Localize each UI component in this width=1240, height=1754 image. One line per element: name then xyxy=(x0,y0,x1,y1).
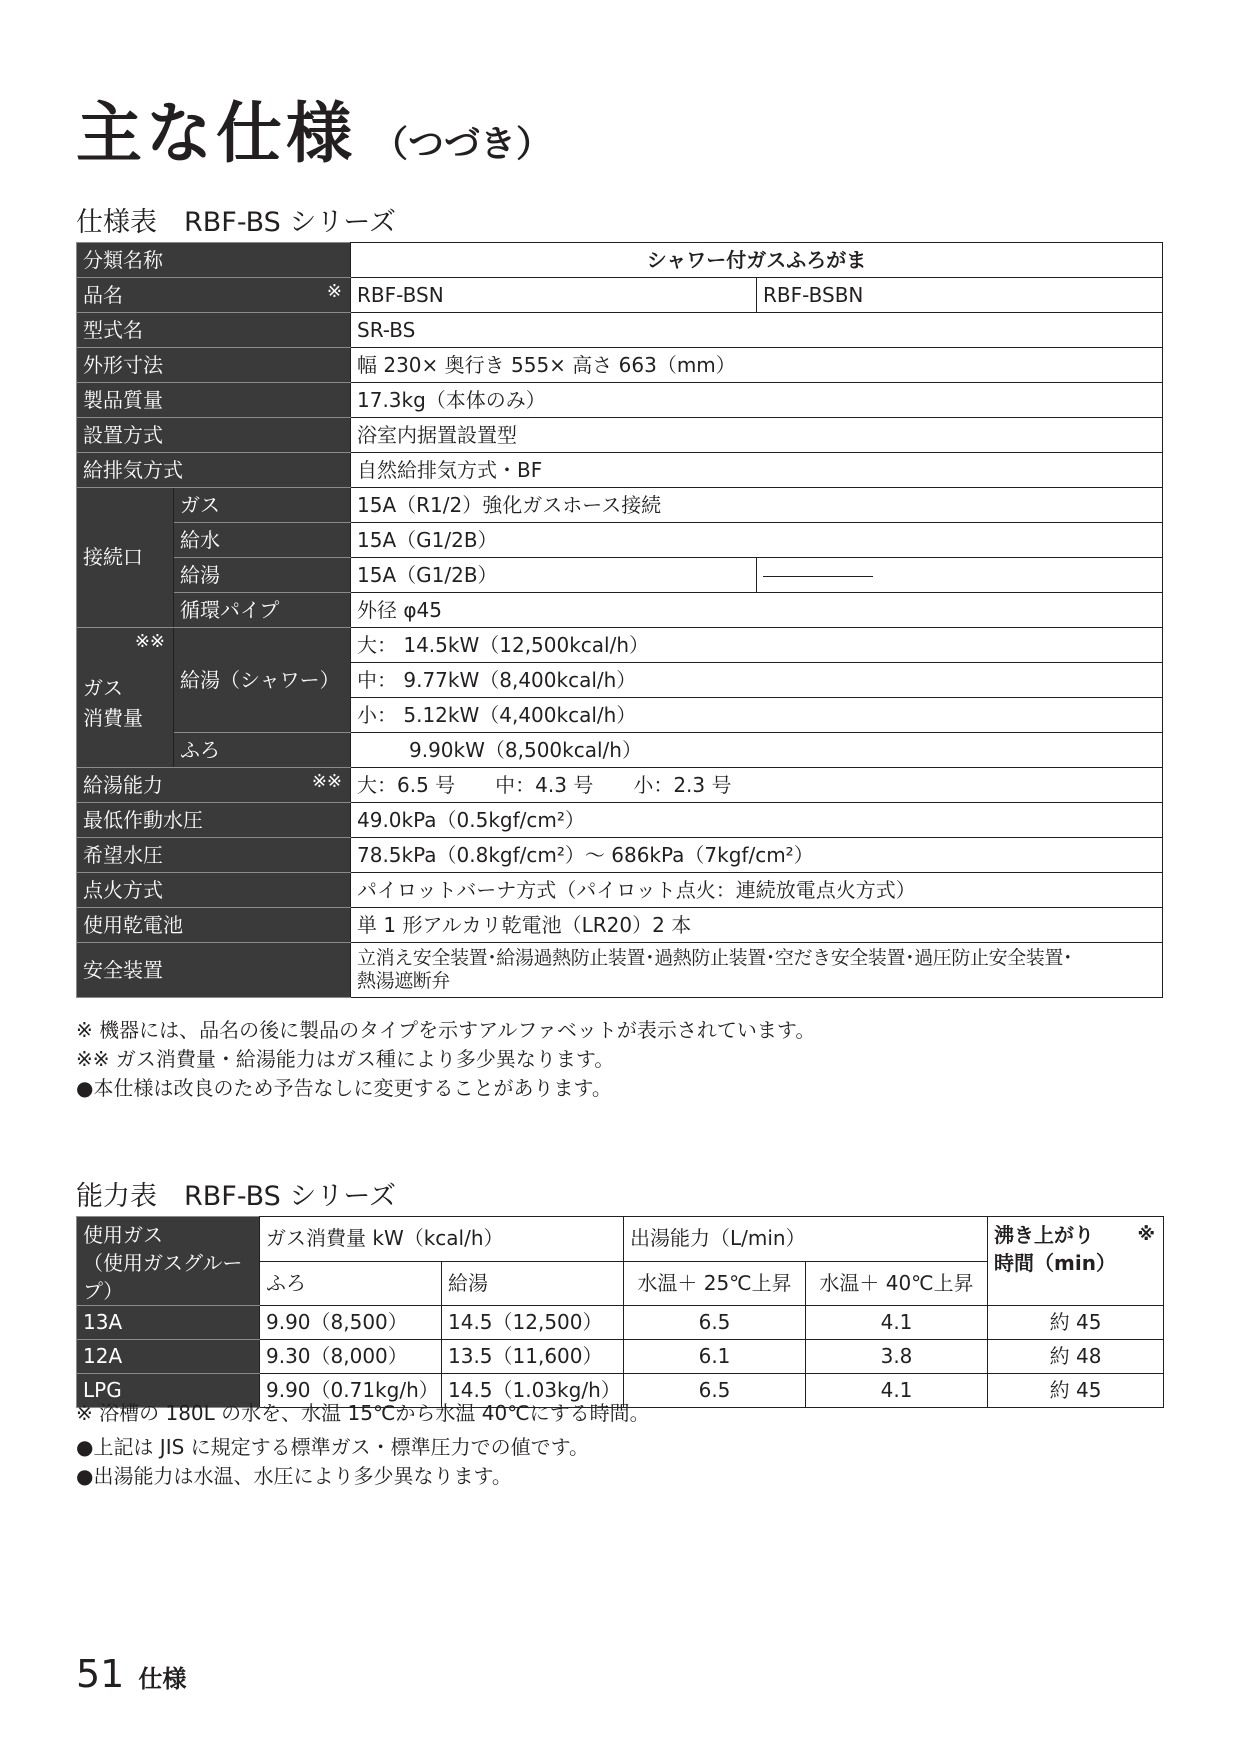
table-cell: 約 45 xyxy=(988,1306,1164,1340)
column-header: 水温＋ 25℃上昇 xyxy=(624,1261,806,1306)
footnote: ●本仕様は改良のため予告なしに変更することがあります。 xyxy=(76,1076,612,1100)
row-value: 小： 5.12kW（4,400kcal/h） xyxy=(351,698,1163,733)
table-row xyxy=(77,383,1163,418)
row-label: 給排気方式 xyxy=(77,453,351,488)
row-value: パイロットバーナ方式（パイロット点火：連続放電点火方式） xyxy=(351,873,1163,908)
table-cell: 6.5 xyxy=(624,1374,806,1408)
row-value: 外径 φ45 xyxy=(351,593,1163,628)
row-value: 中： 9.77kW（8,400kcal/h） xyxy=(351,663,1163,698)
column-header: ふろ xyxy=(260,1261,442,1306)
table-cell: 6.5 xyxy=(624,1306,806,1340)
row-value: RBF-BSN xyxy=(351,278,757,313)
spec-table-heading: 仕様表 RBF-BS シリーズ xyxy=(76,207,397,238)
group-label xyxy=(77,628,174,768)
header-row xyxy=(77,1217,1164,1262)
table-row xyxy=(77,838,1163,873)
row-value: シャワー付ガスふろがま xyxy=(351,243,1163,278)
table-row xyxy=(77,348,1163,383)
table-cell: 13.5（11,600） xyxy=(442,1340,624,1374)
row-value: 立消え安全装置･給湯過熱防止装置･過熱防止装置･空だき安全装置･過圧防止安全装置･ 熱湯遮断弁 xyxy=(351,943,1163,998)
column-header: ガス消費量 kW（kcal/h） xyxy=(260,1217,624,1262)
gas-type-cell: LPG xyxy=(77,1374,260,1408)
table-cell: 約 48 xyxy=(988,1340,1164,1374)
table-row xyxy=(77,768,1163,803)
table-cell: 4.1 xyxy=(806,1374,988,1408)
footnote: ※ 浴槽の 180L の水を、水温 15℃から水温 40℃にする時間。 xyxy=(76,1401,650,1425)
page-title-sub: （つづき） xyxy=(372,124,553,165)
row-label: 給湯（シャワー） xyxy=(174,628,351,733)
row-label: 使用乾電池 xyxy=(77,908,351,943)
not-applicable-cell xyxy=(757,558,1163,593)
row-value: RBF-BSBN xyxy=(757,278,1163,313)
group-label-text: ガス 消費量 xyxy=(83,675,143,730)
table-row xyxy=(77,1306,1164,1340)
row-value: 9.90kW（8,500kcal/h） xyxy=(351,733,1163,768)
table-cell: 6.1 xyxy=(624,1340,806,1374)
note-mark: ※ xyxy=(326,281,342,302)
footnote: ●上記は JIS に規定する標準ガス・標準圧力での値です。 xyxy=(76,1435,590,1459)
row-label: 希望水圧 xyxy=(77,838,351,873)
gas-type-cell: 12A xyxy=(77,1340,260,1374)
table-cell: 4.1 xyxy=(806,1306,988,1340)
table-cell: 9.90（0.71kg/h） xyxy=(260,1374,442,1408)
row-label: 最低作動水圧 xyxy=(77,803,351,838)
table-row xyxy=(77,558,1163,593)
row-label: 安全装置 xyxy=(77,943,351,998)
table-row xyxy=(77,593,1163,628)
table-row xyxy=(77,313,1163,348)
note-mark: ※※ xyxy=(311,771,342,792)
gas-type-cell: 13A xyxy=(77,1306,260,1340)
table-cell: 14.5（1.03kg/h） xyxy=(442,1374,624,1408)
row-value: 単 1 形アルカリ乾電池（LR20）2 本 xyxy=(351,908,1163,943)
column-header: 使用ガス （使用ガスグループ） xyxy=(77,1217,260,1306)
column-header: 出湯能力（L/min） xyxy=(624,1217,988,1262)
page-number: 51 xyxy=(76,1652,125,1696)
page-footer xyxy=(76,1652,186,1696)
row-label: 設置方式 xyxy=(77,418,351,453)
table-cell: 14.5（12,500） xyxy=(442,1306,624,1340)
table-row xyxy=(77,803,1163,838)
row-label xyxy=(77,768,351,803)
table-row xyxy=(77,278,1163,313)
row-value: 17.3kg（本体のみ） xyxy=(351,383,1163,418)
note-mark: ※※ xyxy=(134,631,165,652)
row-label: 点火方式 xyxy=(77,873,351,908)
column-header-text: 沸き上がり 時間（min） xyxy=(994,1223,1116,1275)
column-header: 水温＋ 40℃上昇 xyxy=(806,1261,988,1306)
row-label: 外形寸法 xyxy=(77,348,351,383)
row-label: 型式名 xyxy=(77,313,351,348)
row-label xyxy=(77,278,351,313)
table-row xyxy=(77,488,1163,523)
page-title xyxy=(76,80,552,175)
note-mark: ※ xyxy=(1137,1224,1156,1245)
row-value: 49.0kPa（0.5kgf/cm²） xyxy=(351,803,1163,838)
footnote: ※ 機器には、品名の後に製品のタイプを示すアルファベットが表示されています。 xyxy=(76,1018,816,1042)
row-label: 分類名称 xyxy=(77,243,351,278)
table-row xyxy=(77,943,1163,998)
column-header: 給湯 xyxy=(442,1261,624,1306)
row-value: 15A（R1/2）強化ガスホース接続 xyxy=(351,488,1163,523)
row-value: 自然給排気方式・BF xyxy=(351,453,1163,488)
table-cell: 3.8 xyxy=(806,1340,988,1374)
table-row xyxy=(77,243,1163,278)
column-header xyxy=(988,1217,1164,1306)
row-value: 15A（G1/2B） xyxy=(351,558,757,593)
page-title-main: 主な仕様 xyxy=(76,95,356,172)
row-label: 給水 xyxy=(174,523,351,558)
table-row xyxy=(77,1340,1164,1374)
capacity-table xyxy=(76,1216,1164,1408)
row-label-text: 給湯能力 xyxy=(83,772,163,797)
spec-table xyxy=(76,242,1163,998)
row-value: SR-BS xyxy=(351,313,1163,348)
table-row xyxy=(77,418,1163,453)
table-row xyxy=(77,453,1163,488)
dash-line xyxy=(763,576,873,577)
table-row xyxy=(77,733,1163,768)
footnote: ※※ ガス消費量・給湯能力はガス種により多少異なります。 xyxy=(76,1047,615,1071)
row-value: 15A（G1/2B） xyxy=(351,523,1163,558)
row-value: 大：6.5 号 中：4.3 号 小：2.3 号 xyxy=(351,768,1163,803)
table-row xyxy=(77,908,1163,943)
row-label: ガス xyxy=(174,488,351,523)
row-label: ふろ xyxy=(174,733,351,768)
footer-section-label: 仕様 xyxy=(138,1665,187,1693)
table-row xyxy=(77,873,1163,908)
table-row xyxy=(77,628,1163,663)
footnote: ●出湯能力は水温、水圧により多少異なります。 xyxy=(76,1464,512,1488)
row-value: 幅 230× 奥行き 555× 高さ 663（mm） xyxy=(351,348,1163,383)
table-cell: 約 45 xyxy=(988,1374,1164,1408)
row-value: 大： 14.5kW（12,500kcal/h） xyxy=(351,628,1163,663)
row-value: 78.5kPa（0.8kgf/cm²）～ 686kPa（7kgf/cm²） xyxy=(351,838,1163,873)
table-cell: 9.90（8,500） xyxy=(260,1306,442,1340)
row-label: 循環パイプ xyxy=(174,593,351,628)
row-label-text: 品名 xyxy=(83,282,123,307)
table-row xyxy=(77,523,1163,558)
group-label: 接続口 xyxy=(77,488,174,628)
capacity-notes xyxy=(76,1399,650,1491)
spec-notes xyxy=(76,1016,815,1103)
row-value: 浴室内据置設置型 xyxy=(351,418,1163,453)
capacity-table-heading: 能力表 RBF-BS シリーズ xyxy=(76,1181,397,1212)
table-cell: 9.30（8,000） xyxy=(260,1340,442,1374)
row-label: 製品質量 xyxy=(77,383,351,418)
row-label: 給湯 xyxy=(174,558,351,593)
